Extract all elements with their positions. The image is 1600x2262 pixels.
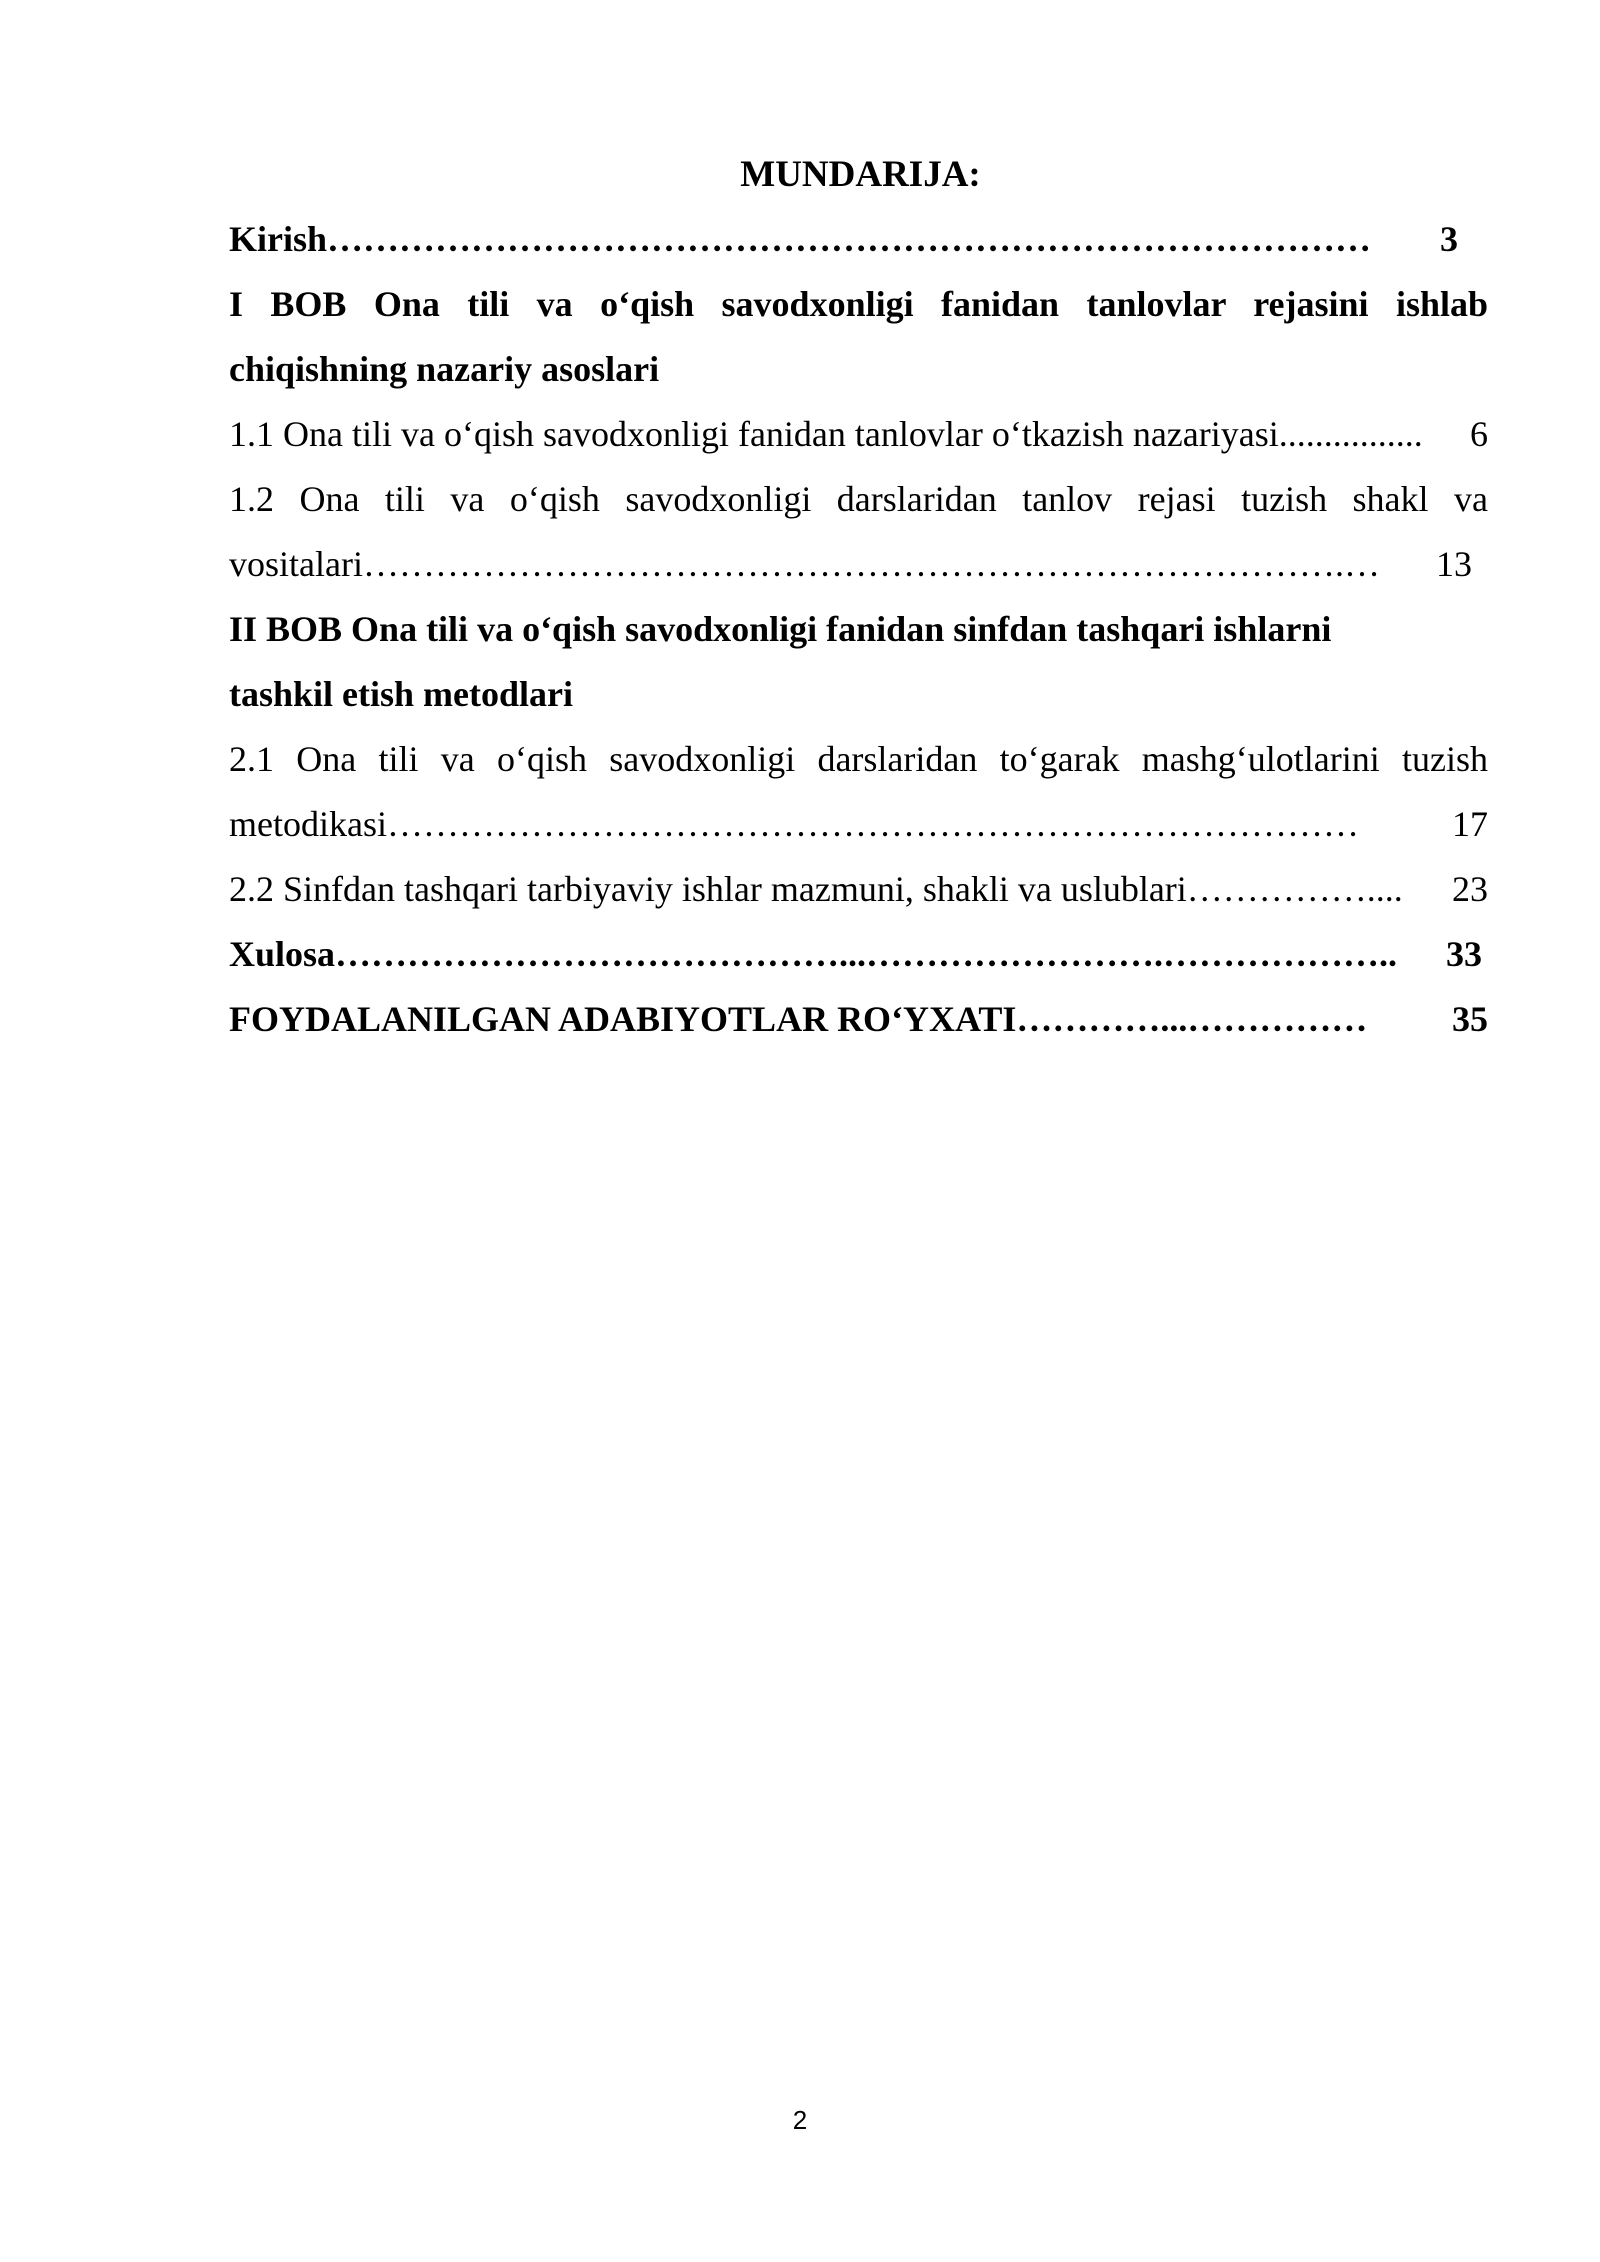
- toc-entry-label: vositalari: [229, 544, 363, 584]
- toc-page-number: 23: [1452, 869, 1488, 909]
- toc-entry-1-2-line-1[interactable]: 1.2 Ona tili va o‘qish savodxonligi darslaridan tanlov rejasi tuzish shakl va: [229, 479, 1488, 519]
- toc-entry-label: FOYDALANILGAN ADABIYOTLAR RO‘YXATI: [229, 999, 1017, 1039]
- toc-entry-kirish[interactable]: [229, 207, 1458, 272]
- toc-page-number: 35: [1452, 999, 1488, 1039]
- toc-entry-1-2[interactable]: [229, 532, 1472, 597]
- toc-page-number: 13: [1436, 544, 1472, 584]
- toc-leader-dots: ................: [1278, 414, 1423, 454]
- page-number: 2: [792, 2105, 808, 2135]
- toc-leader-dots: ……………………………………...…………………….………………..: [335, 934, 1398, 974]
- toc-entry-2-2[interactable]: [229, 857, 1488, 922]
- toc-leader-dots: ………………………………………………………………………: [386, 804, 1359, 844]
- toc-entry-1-1[interactable]: [229, 402, 1488, 467]
- toc-entry-2-1[interactable]: [229, 792, 1488, 857]
- toc-page-number: 33: [1446, 934, 1482, 974]
- toc-entry-xulosa[interactable]: [229, 922, 1482, 987]
- toc-entry-label: metodikasi: [229, 804, 387, 844]
- toc-page-number: 6: [1470, 414, 1488, 454]
- toc-entry-label: 2.2 Sinfdan tashqari tarbiyaviy ishlar mazmuni, shakli va uslublari: [229, 869, 1187, 909]
- toc-chapter-2-line-1[interactable]: II BOB Ona tili va o‘qish savodxonligi fanidan sinfdan tashqari ishlarni: [229, 609, 1332, 649]
- toc-leader-dots: …………...……………: [1016, 999, 1368, 1039]
- toc-entry-label: 1.1 Ona tili va o‘qish savodxonligi fanidan tanlovlar o‘tkazish nazariyasi: [229, 414, 1279, 454]
- toc-leader-dots: ……………………………………………………………………….…: [362, 544, 1380, 584]
- toc-title: MUNDARIJA:: [740, 154, 981, 195]
- table-of-contents: [229, 142, 1488, 1052]
- toc-chapter-1-line-1[interactable]: I BOB Ona tili va o‘qish savodxonligi fanidan tanlovlar rejasini ishlab: [229, 284, 1488, 324]
- toc-chapter-1-line-2[interactable]: chiqishning nazariy asoslari: [229, 349, 660, 389]
- toc-leader-dots: ……………………………………………………………………………: [327, 219, 1372, 259]
- toc-page-number: 3: [1440, 219, 1458, 259]
- toc-entry-2-1-line-1[interactable]: 2.1 Ona tili va o‘qish savodxonligi darslaridan to‘garak mashg‘ulotlarini tuzish: [229, 739, 1488, 779]
- toc-entry-label: Xulosa: [229, 934, 336, 974]
- toc-chapter-2-line-2[interactable]: tashkil etish metodlari: [229, 674, 574, 714]
- toc-leader-dots: ……………....: [1186, 869, 1403, 909]
- toc-page-number: 17: [1452, 804, 1488, 844]
- toc-entry-bibliography[interactable]: [229, 987, 1488, 1052]
- toc-entry-label: Kirish: [229, 219, 328, 259]
